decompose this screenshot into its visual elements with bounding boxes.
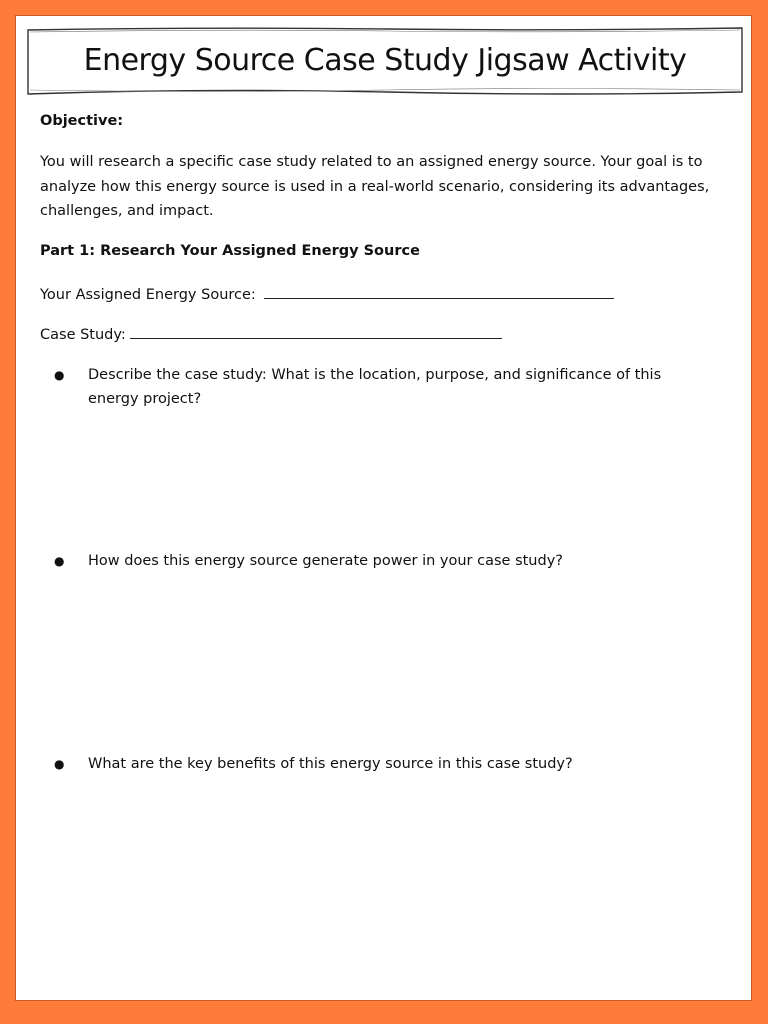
worksheet-page [15,15,752,1001]
case-study-blank[interactable] [130,324,502,339]
question-item [54,549,714,573]
case-study-field [40,324,502,343]
energy-source-blank[interactable] [264,284,614,299]
bullet-icon: ● [54,757,65,771]
question-item [54,363,714,411]
question-item [54,752,714,776]
objective-label: Objective: [40,113,124,129]
question-text: Describe the case study: What is the location, purpose, and significance of this energy project? [88,367,662,407]
energy-source-label: Your Assigned Energy Source: [40,287,256,303]
case-study-label: Case Study: [40,327,126,343]
title-banner [26,26,744,96]
page-title: Energy Source Case Study Jigsaw Activity [83,43,687,78]
energy-source-field [40,284,614,303]
bullet-icon: ● [54,368,65,382]
question-text: What are the key benefits of this energy source in this case study? [88,756,573,772]
question-text: How does this energy source generate power in your case study? [88,553,563,569]
part1-heading: Part 1: Research Your Assigned Energy Source [40,243,420,259]
objective-text: You will research a specific case study related to an assigned energy source. Your goal is to analyze how this energy source is used in a real-world scenario, considering its advantages, challenges, and impact. [40,154,710,219]
bullet-icon: ● [54,554,65,568]
